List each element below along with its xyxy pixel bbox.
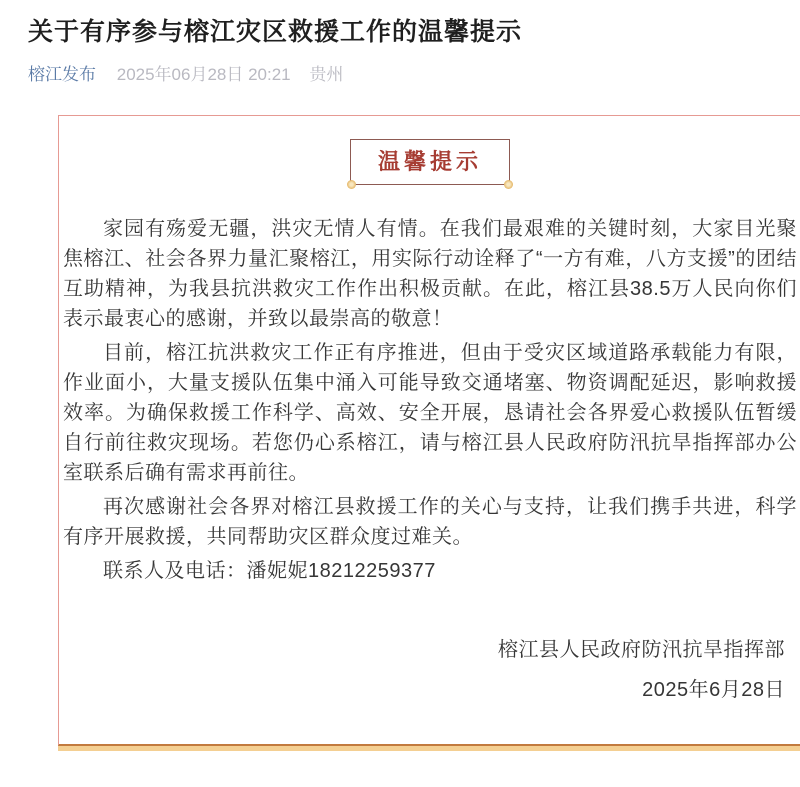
notice-signature: [63, 630, 797, 710]
notice-badge-label: 温馨提示: [377, 149, 482, 174]
notice-badge: [350, 139, 510, 185]
publisher-link[interactable]: 榕江发布: [28, 65, 96, 84]
page-title: 关于有序参与榕江灾区救援工作的温馨提示: [28, 18, 523, 46]
gold-dot-right-icon: [504, 180, 513, 189]
notice-paragraph-3: 再次感谢社会各界对榕江县救援工作的关心与支持，让我们携手共进，科学有序开展救援，共同帮助灾区群众度过难关。: [63, 496, 797, 548]
gold-dot-left-icon: [347, 180, 356, 189]
signature-date: 2025年6月28日: [642, 679, 785, 701]
notice-card: [58, 115, 800, 746]
signature-org: 榕江县人民政府防汛抗旱指挥部: [498, 639, 785, 661]
publish-datetime: 2025年06月28日 20:21: [116, 65, 291, 84]
notice-paragraph-1: 家园有殇爱无疆，洪灾无情人有情。在我们最艰难的关键时刻，大家目光聚焦榕江、社会各界力量汇聚榕江，用实际行动诠释了“一方有难，八方支援”的团结互助精神，为我县抗洪救灾工作作出积极贡献。在此，榕江县38.5万人民向你们表示最衷心的感谢，并致以最崇高的敬意！: [63, 218, 797, 330]
notice-body: [63, 214, 797, 586]
notice-badge-row: [63, 139, 797, 185]
article-meta: [28, 64, 800, 86]
publish-location: 贵州: [309, 65, 344, 84]
notice-paragraph-2: 目前，榕江抗洪救灾工作正有序推进，但由于受灾区域道路承载能力有限，作业面小，大量支援队伍集中涌入可能导致交通堵塞、物资调配延迟，影响救援效率。为确保救援工作科学、高效、安全开展，恳请社会各界爱心救援队伍暂缓自行前往救灾现场。若您仍心系榕江，请与榕江县人民政府防汛抗旱指挥部办公室联系后确有需求再前往。: [63, 342, 797, 484]
notice-contact-line: 联系人及电话：潘妮妮18212259377: [103, 560, 436, 582]
